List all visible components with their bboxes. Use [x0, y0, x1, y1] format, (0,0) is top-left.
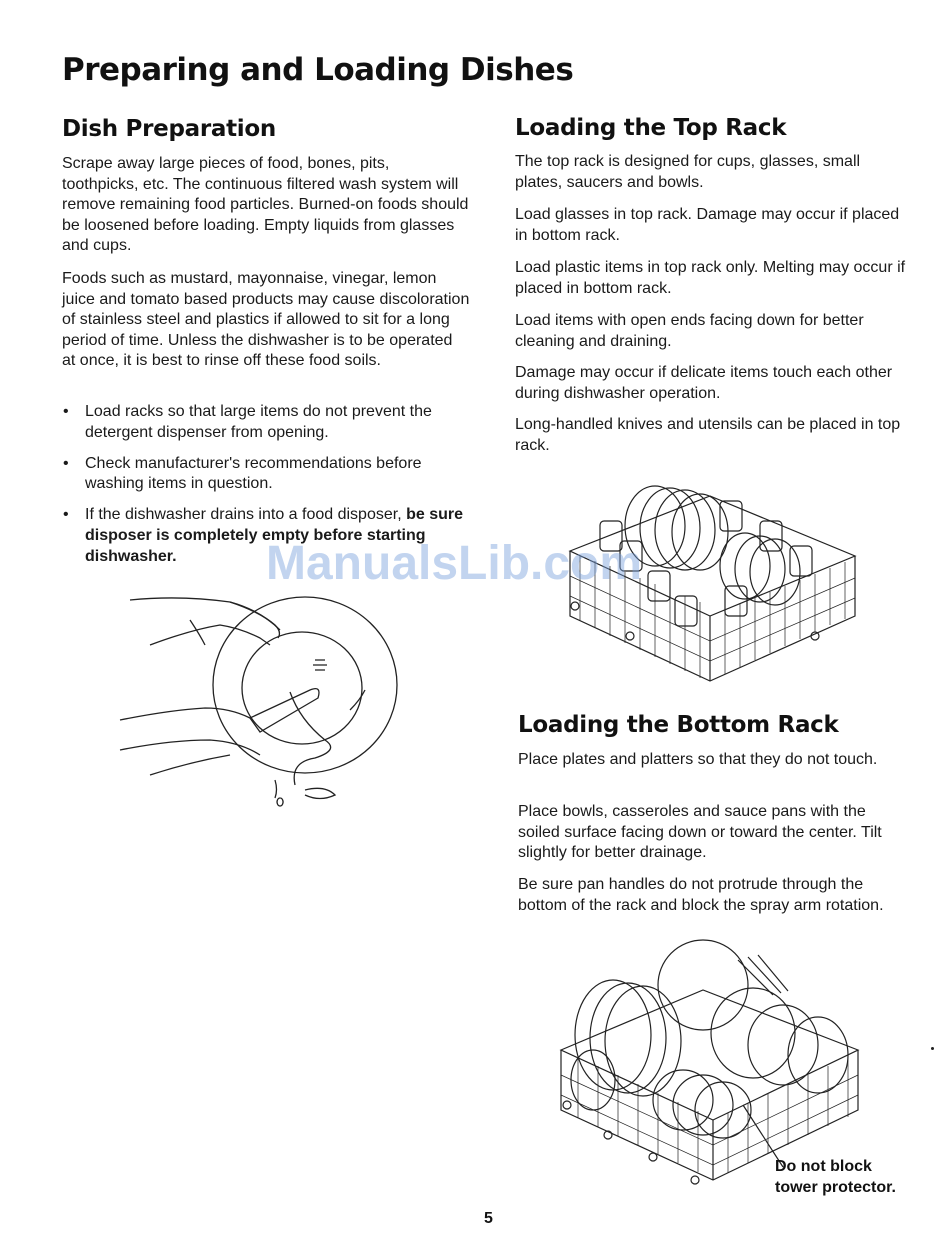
bullet-text: Check manufacturer's recommendations before washing items in question. [85, 454, 422, 493]
bottom-rack-paragraph-1: Place plates and platters so that they do not touch. [518, 751, 878, 768]
bullet-dot-icon: • [63, 454, 69, 472]
top-rack-paragraph-6: Long-handled knives and utensils can be placed in top rack. [515, 416, 901, 454]
watermark: ManualsLib.com [266, 537, 643, 590]
bullet-text: If the dishwasher drains into a food disposer, [85, 506, 407, 524]
bullet-item [62, 454, 482, 495]
bullet-text: Load racks so that large items do not prevent the detergent dispenser from opening. [85, 403, 432, 441]
bottom-rack-illustration [553, 935, 863, 1190]
stray-dot [931, 1047, 934, 1050]
top-rack-paragraph-4: Load items with open ends facing down for better cleaning and draining. [515, 312, 864, 350]
top-rack-paragraph-1: The top rack is designed for cups, glasses, small plates, saucers and bowls. [515, 153, 861, 191]
dish-preparation-heading: Dish Preparation [62, 116, 276, 142]
page-number: 5 [484, 1210, 493, 1227]
bottom-rack-paragraph-2: Place bowls, casseroles and sauce pans with the soiled surface facing down or toward the center. Tilt slightly for better drainage. [518, 803, 882, 862]
page-title: Preparing and Loading Dishes [62, 52, 574, 88]
callout-line-2: tower protector. [775, 1179, 896, 1196]
callout-line-1: Do not block [775, 1158, 872, 1175]
top-rack-paragraph-2: Load glasses in top rack. Damage may occur if placed in bottom rack. [515, 206, 900, 244]
dish-prep-paragraph-2: Foods such as mustard, mayonnaise, vinegar, lemon juice and tomato based products may cause discoloration of stainless steel and plastics if allowed to sit for a long period of time. Unless the dishwasher is to be operated at once, it is best to rinse off these food soils. [62, 270, 470, 370]
bullet-dot-icon: • [63, 506, 69, 524]
top-rack-paragraph-3: Load plastic items in top rack only. Melting may occur if placed in bottom rack. [515, 259, 906, 297]
bullet-item [62, 402, 482, 443]
bottom-rack-heading: Loading the Bottom Rack [518, 712, 839, 738]
bottom-rack-paragraph-3: Be sure pan handles do not protrude through the bottom of the rack and block the spray arm rotation. [518, 876, 884, 914]
bullet-bold-text: be sure disposer is completely empty before starting dishwasher. [85, 506, 463, 565]
bullet-dot-icon: • [63, 403, 69, 420]
scraping-plate-illustration [110, 590, 410, 815]
top-rack-heading: Loading the Top Rack [515, 115, 787, 141]
dish-prep-paragraph-1: Scrape away large pieces of food, bones, pits, toothpicks, etc. The continuous filtered wash system will remove remaining food particles. Burned-on foods should be loosened before loading. Empty liquids from glasses and cups. [62, 155, 469, 255]
top-rack-paragraph-5: Damage may occur if delicate items touch each other during dishwasher operation. [515, 364, 893, 402]
tower-protector-callout [775, 1156, 896, 1198]
